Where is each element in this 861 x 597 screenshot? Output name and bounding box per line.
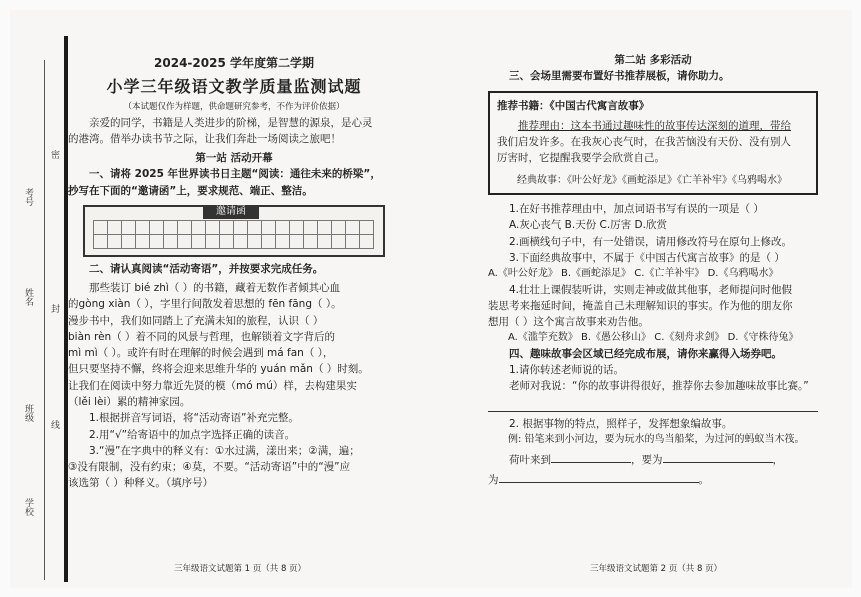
writing-cell[interactable] bbox=[317, 220, 332, 235]
right-question-4-line-c: 想用（ ）这个寓言故事来劝告他。 bbox=[488, 316, 649, 329]
exam-year: 2024-2025 学年度第二学期 bbox=[154, 56, 314, 70]
task-2-blank-2[interactable] bbox=[663, 462, 773, 463]
passage-line-7: 让我们在阅读中努力靠近先贤的模（mó mú）样，去构建果实 bbox=[68, 379, 357, 392]
left-page bbox=[68, 52, 400, 492]
writing-cells[interactable] bbox=[93, 221, 373, 249]
writing-cell[interactable] bbox=[149, 234, 164, 249]
writing-cell[interactable] bbox=[93, 220, 108, 235]
passage-line-3: 漫步书中，我们如同踏上了充满未知的旅程，认识（ ） bbox=[68, 314, 324, 327]
task-2-blank-3[interactable] bbox=[499, 482, 699, 483]
task-2-mid: ，要为 bbox=[631, 453, 663, 466]
right-page-footer: 三年级语文试题第 2 页（共 8 页） bbox=[589, 564, 723, 574]
right-question-1-options: A.灰心丧气 B.天份 C.厉害 D.欣赏 bbox=[509, 219, 667, 232]
passage-line-5: mì mì（ ）。或许有时在理解的时候会遇到 má fan（ ）， bbox=[68, 347, 334, 360]
writing-cell[interactable] bbox=[191, 220, 206, 235]
right-question-4-line-a: 4.壮壮上课假装听讲，实则走神或做其他事，老师提问时他假 bbox=[509, 283, 793, 296]
writing-cell[interactable] bbox=[303, 220, 318, 235]
writing-cell[interactable] bbox=[135, 220, 150, 235]
writing-cell[interactable] bbox=[93, 234, 108, 249]
writing-cell[interactable] bbox=[205, 220, 220, 235]
passage-line-6: 但只要坚持不懈，终将会迎来思维升华的 yuán mǎn（ ）时刻。 bbox=[68, 363, 369, 376]
writing-cell[interactable] bbox=[331, 234, 346, 249]
task-1: 1.请你转述老师说的话。 bbox=[509, 364, 625, 377]
task-2-lotus-prefix: 荷叶来到 bbox=[509, 453, 551, 466]
right-question-3: 3.下面经典故事中，不属于《中国古代寓言故事》的是（ ） bbox=[509, 251, 785, 264]
margin-name-label: 姓名 bbox=[23, 288, 33, 306]
recommendation-reason-line-a: 推荐理由：这本书通过趣味性的故事传达深刻的道理，带给 bbox=[518, 119, 791, 132]
margin-class-label: 班级 bbox=[23, 404, 33, 422]
sub-question-2: 2.用“√”给寄语中的加点字选择正确的读音。 bbox=[89, 428, 296, 441]
book-recommendation-board bbox=[488, 91, 818, 196]
writing-cell[interactable] bbox=[135, 234, 150, 249]
right-question-4-line-b: 装思考来拖延时间，掩盖自己未理解知识的事实。作为他的朋友你 bbox=[488, 299, 793, 312]
writing-cell[interactable] bbox=[163, 234, 178, 249]
question-3-heading: 三、会场里需要布置好书推荐展板，请你助力。 bbox=[509, 70, 730, 83]
question-1-line-b: 抄写在下面的“邀请函”上，要求规范、端正、整洁。 bbox=[68, 184, 313, 197]
task-2-comma: ， bbox=[772, 453, 783, 466]
task-2-line-a bbox=[488, 452, 818, 468]
seal-dense-label: 密 bbox=[49, 150, 59, 159]
sub-question-3-line-c: 该选第（ ）种释义。（填序号） bbox=[68, 477, 214, 490]
left-page-footer: 三年级语文试题第 1 页（共 8 页） bbox=[173, 564, 307, 574]
question-1-line-a: 一、请将 2025 年世界读书日主题“阅读：通往未来的桥梁”， bbox=[89, 168, 381, 181]
writing-cell[interactable] bbox=[289, 220, 304, 235]
right-question-2: 2.画横线句子中，有一处错误，请用修改符号在原句上修改。 bbox=[509, 235, 793, 248]
writing-cell[interactable] bbox=[177, 234, 192, 249]
station-2-heading: 第二站 多彩活动 bbox=[614, 54, 692, 66]
writing-cell[interactable] bbox=[275, 234, 290, 249]
intro-line-1: 亲爱的同学，书籍是人类进步的阶梯，是智慧的源泉，是心灵 bbox=[89, 116, 373, 129]
sub-question-1: 1.根据拼音写词语，将“活动寄语”补充完整。 bbox=[89, 412, 299, 425]
writing-cell[interactable] bbox=[359, 234, 374, 249]
writing-cell[interactable] bbox=[261, 234, 276, 249]
invitation-grid bbox=[83, 205, 385, 257]
question-4-heading: 四、趣味故事会区域已经完成布展，请你来赢得入场券吧。 bbox=[509, 347, 782, 360]
invitation-title: 邀请函 bbox=[203, 205, 259, 219]
recommended-book: 推荐书籍：《中国古代寓言故事》 bbox=[497, 99, 650, 112]
writing-cell[interactable] bbox=[289, 234, 304, 249]
writing-cell[interactable] bbox=[275, 220, 290, 235]
task-2-blank-1[interactable] bbox=[551, 462, 631, 463]
writing-cell[interactable] bbox=[219, 220, 234, 235]
writing-cell[interactable] bbox=[121, 220, 136, 235]
right-question-4-options: A.《滥竽充数》 B.《愚公移山》 C.《刻舟求剑》 D.《守株待兔》 bbox=[508, 332, 799, 344]
writing-cell[interactable] bbox=[149, 220, 164, 235]
right-question-3-options: A.《叶公好龙》 B.《画蛇添足》 C.《亡羊补牢》 D.《乌鸦喝水》 bbox=[488, 268, 779, 280]
classic-stories: 经典故事：《叶公好龙》《画蛇添足》《亡羊补牢》《乌鸦喝水》 bbox=[517, 174, 787, 186]
seal-line-label: 线 bbox=[49, 420, 59, 429]
writing-cell[interactable] bbox=[345, 220, 360, 235]
writing-cell[interactable] bbox=[233, 234, 248, 249]
writing-cell[interactable] bbox=[303, 234, 318, 249]
margin-school-label: 学校 bbox=[23, 498, 33, 516]
sub-question-3-line-b: ③没有限制，没有约束；④莫，不要。“活动寄语”中的“漫”应 bbox=[68, 461, 351, 474]
task-1-quote: 老师对我说：“你的故事讲得很好，推荐你去参加趣味故事比赛。” bbox=[509, 380, 809, 393]
writing-cell[interactable] bbox=[107, 234, 122, 249]
task-2-example: 例: 铅笔来到小河边，要为玩水的鸟当船桨，为过河的蚂蚁当木筏。 bbox=[508, 434, 805, 446]
writing-cell[interactable] bbox=[247, 234, 262, 249]
intro-line-2: 的港湾。借举办读书节之际，让我们奔赴一场阅读之旅吧！ bbox=[68, 132, 341, 145]
writing-cell[interactable] bbox=[317, 234, 332, 249]
question-2-heading: 二、请认真阅读“活动寄语”，并按要求完成任务。 bbox=[89, 262, 324, 275]
right-question-1: 1.在好书推荐理由中，加点词语书写有误的一项是（ ） bbox=[509, 203, 764, 216]
writing-cell[interactable] bbox=[219, 234, 234, 249]
writing-cell[interactable] bbox=[163, 220, 178, 235]
right-page bbox=[488, 52, 818, 488]
passage-line-4: biàn rèn（ ）着不同的风景与哲理，也解锁着文字背后的 bbox=[68, 330, 336, 343]
writing-cell[interactable] bbox=[191, 234, 206, 249]
writing-cell[interactable] bbox=[121, 234, 136, 249]
writing-cell[interactable] bbox=[261, 220, 276, 235]
sub-question-3-line-a: 3.“漫”在字典中的释义有：①水过满，漾出来；②满，遍； bbox=[89, 444, 360, 457]
passage-line-2: 的gòng xiàn（ ），字里行间散发着思想的 fēn fāng（ ）。 bbox=[68, 298, 342, 311]
task-2: 2. 根据事物的特点，照样子，发挥想象编故事。 bbox=[509, 417, 733, 430]
recommendation-reason-line-b: 我们启发许多。在我灰心丧气时，在我苦恼没有天份、没有别人 bbox=[497, 136, 791, 149]
writing-cell[interactable] bbox=[205, 234, 220, 249]
answer-line-1[interactable] bbox=[488, 395, 818, 412]
passage-line-1: 那些装订 bié zhì（ ）的书籍，藏着无数作者倾其心血 bbox=[89, 282, 341, 295]
margin-number-label: 考号 bbox=[23, 188, 33, 206]
passage-line-8: （lěi lèi）累的精神家园。 bbox=[68, 396, 191, 409]
writing-cell[interactable] bbox=[247, 220, 262, 235]
task-2-for-prefix: 为 bbox=[488, 473, 499, 486]
exam-note: （本试题仅作为样题，供命题研究参考，不作为评价依据） bbox=[123, 102, 345, 113]
recommendation-reason-line-c: 厉害时，它提醒我要学会欣赏自己。 bbox=[497, 152, 665, 165]
station-1-heading: 第一站 活动开幕 bbox=[195, 152, 273, 165]
margin-line bbox=[44, 60, 45, 580]
writing-cell[interactable] bbox=[345, 234, 360, 249]
writing-cell[interactable] bbox=[107, 220, 122, 235]
seal-sealed-label: 封 bbox=[49, 304, 59, 313]
task-2-period: 。 bbox=[698, 473, 709, 486]
writing-cell[interactable] bbox=[359, 220, 374, 235]
writing-cell[interactable] bbox=[331, 220, 346, 235]
exam-title: 小学三年级语文教学质量监测试题 bbox=[106, 76, 362, 96]
writing-cell[interactable] bbox=[177, 220, 192, 235]
writing-cell[interactable] bbox=[233, 220, 248, 235]
task-2-line-b bbox=[488, 472, 818, 488]
